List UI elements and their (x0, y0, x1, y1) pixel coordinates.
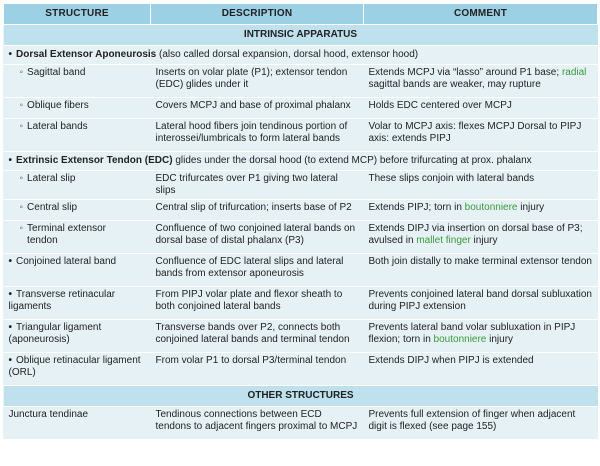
bullet-icon: • (8, 256, 13, 267)
structure-cell: ◦ Sagittal band (4, 65, 151, 98)
circle-bullet-icon: ◦ (19, 173, 24, 184)
group-note: glides under the dorsal hood (to extend MCP) before trifurcating at prox. phalanx (175, 155, 532, 166)
group-name: Extrinsic Extensor Tendon (EDC) (16, 155, 173, 166)
structure-cell: ◦ Terminal extensor tendon (4, 221, 151, 254)
table-row (4, 98, 598, 119)
structure-cell: • Conjoined lateral band (4, 254, 151, 287)
header-description: DESCRIPTION (151, 4, 364, 25)
highlight-term: boutonniere (464, 202, 518, 213)
structure-cell: ◦ Oblique fibers (4, 98, 151, 119)
comment-cell: Prevents full extension of finger when adjacent digit is flexed (see page 155) (364, 407, 598, 440)
description-cell: From volar P1 to dorsal P3/terminal tendon (151, 353, 364, 386)
description-cell: Inserts on volar plate (P1); extensor tendon (EDC) glides under it (151, 65, 364, 98)
comment-cell: Extends DIPJ when PIPJ is extended (364, 353, 598, 386)
bullet-icon: • (8, 49, 13, 60)
structure-cell: • Transverse retinacular ligaments (4, 287, 151, 320)
comment-cell: Prevents lateral band volar subluxation in PIPJ flexion; torn in boutonniere injury (364, 320, 598, 353)
table-row (4, 320, 598, 353)
structure-cell: ◦ Lateral bands (4, 119, 151, 152)
structure-cell: Junctura tendinae (4, 407, 151, 440)
header-structure: STRUCTURE (4, 4, 151, 25)
group-heading (4, 152, 598, 171)
comment-cell: Extends PIPJ; torn in boutonniere injury (364, 200, 598, 221)
header-row (4, 4, 598, 25)
highlight-term: radial (561, 67, 587, 78)
structure-cell: ◦ Lateral slip (4, 171, 151, 200)
table-row (4, 171, 598, 200)
description-cell: Covers MCPJ and base of proximal phalanx (151, 98, 364, 119)
circle-bullet-icon: ◦ (19, 202, 24, 213)
circle-bullet-icon: ◦ (19, 67, 24, 78)
table-row (4, 200, 598, 221)
comment-cell: Extends DIPJ via insertion on dorsal base of P3; avulsed in mallet finger injury (364, 221, 598, 254)
description-cell: Lateral hood fibers join tendinous portion of interossei/lumbricals to form lateral bands (151, 119, 364, 152)
description-cell: Central slip of trifurcation; inserts base of P2 (151, 200, 364, 221)
comment-cell: Holds EDC centered over MCPJ (364, 98, 598, 119)
bullet-icon: • (8, 155, 13, 166)
description-cell: Tendinous connections between ECD tendons to adjacent fingers proximal to MCPJ (151, 407, 364, 440)
bullet-icon: • (8, 355, 13, 366)
description-cell: From PIPJ volar plate and flexor sheath to both conjoined lateral bands (151, 287, 364, 320)
description-cell: Confluence of two conjoined lateral bands on dorsal base of distal phalanx (P3) (151, 221, 364, 254)
table-row (4, 119, 598, 152)
circle-bullet-icon: ◦ (19, 100, 24, 111)
comment-cell: Prevents conjoined lateral band dorsal subluxation during PIPJ extension (364, 287, 598, 320)
bullet-icon: • (8, 289, 13, 300)
bullet-icon: • (8, 322, 13, 333)
group-heading (4, 46, 598, 65)
structure-cell: • Oblique retinacular ligament (ORL) (4, 353, 151, 386)
circle-bullet-icon: ◦ (19, 121, 24, 132)
table-row (4, 221, 598, 254)
structure-cell: • Triangular ligament (aponeurosis) (4, 320, 151, 353)
structure-cell: ◦ Central slip (4, 200, 151, 221)
table-row (4, 254, 598, 287)
circle-bullet-icon: ◦ (19, 223, 24, 234)
description-cell: Confluence of EDC lateral slips and lateral bands from extensor aponeurosis (151, 254, 364, 287)
anatomy-table (3, 3, 598, 439)
table-row (4, 65, 598, 98)
section-title: OTHER STRUCTURES (4, 386, 598, 407)
group-name: Dorsal Extensor Aponeurosis (16, 49, 157, 60)
description-cell: Transverse bands over P2, connects both conjoined lateral bands and terminal tendon (151, 320, 364, 353)
highlight-term: mallet finger (416, 235, 471, 246)
table-row (4, 353, 598, 386)
section-title: INTRINSIC APPARATUS (4, 25, 598, 46)
highlight-term: boutonniere (433, 334, 487, 345)
comment-cell: Extends MCPJ via “lasso” around P1 base; radial sagittal bands are weaker, may rupture (364, 65, 598, 98)
table-row (4, 407, 598, 440)
description-cell: EDC trifurcates over P1 giving two lateral slips (151, 171, 364, 200)
header-comment: COMMENT (364, 4, 598, 25)
table-row (4, 287, 598, 320)
comment-cell: These slips conjoin with lateral bands (364, 171, 598, 200)
group-note: (also called dorsal expansion, dorsal hood, extensor hood) (159, 49, 419, 60)
comment-cell: Both join distally to make terminal extensor tendon (364, 254, 598, 287)
comment-cell: Volar to MCPJ axis: flexes MCPJ Dorsal to PIPJ axis: extends PIPJ (364, 119, 598, 152)
